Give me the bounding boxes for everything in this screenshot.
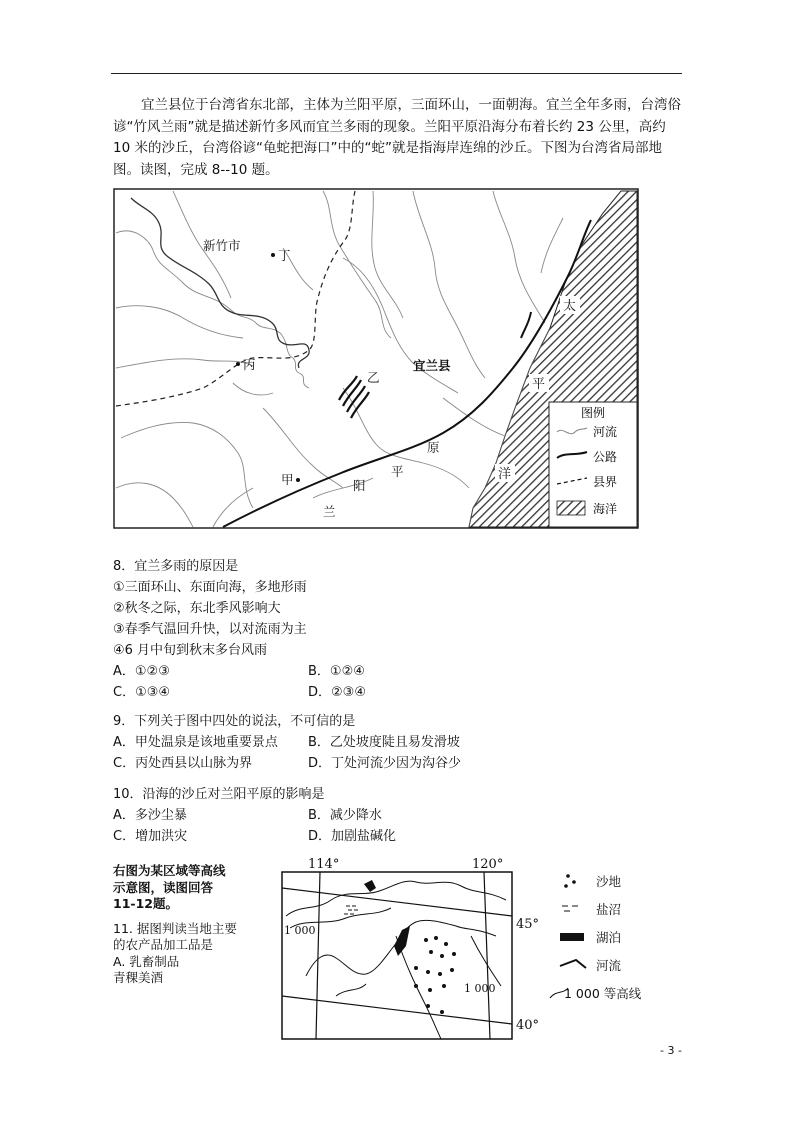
legend-salt-marsh: 盐沼 <box>596 902 622 917</box>
q8-choice-b[interactable]: B．①②④ <box>308 664 365 679</box>
legend-ocean-label: 海洋 <box>593 502 618 516</box>
q11-tail: 青稞美酒 <box>113 970 164 985</box>
q10-choice-b[interactable]: B．减少降水 <box>308 808 382 823</box>
q9-choice-b[interactable]: B．乙处坡度陡且易发滑坡 <box>308 735 460 750</box>
header-rule <box>111 73 682 74</box>
q8-choice-a[interactable]: A．①②③ <box>113 664 170 679</box>
q10-choice-c[interactable]: C．增加洪灾 <box>113 829 188 844</box>
page-number: - 3 - <box>660 1044 682 1057</box>
question-9 <box>113 711 583 774</box>
section-intro-line-3: 11-12题。 <box>113 896 178 911</box>
q8-option-4: ④6 月中旬到秋末多台风雨 <box>113 643 268 658</box>
contour-label-2: 1 000 <box>464 982 496 995</box>
legend-river: 河流 <box>596 958 622 973</box>
q8-option-1: ①三面环山、东面向海，多地形雨 <box>113 580 307 595</box>
q8-choice-d[interactable]: D．②③④ <box>308 685 366 700</box>
q10-choice-d[interactable]: D．加剧盐碱化 <box>308 829 397 844</box>
q10-stem: 10．沿海的沙丘对兰阳平原的影响是 <box>113 787 325 802</box>
label-yang: 阳 <box>353 478 366 493</box>
legend-lake: 湖泊 <box>596 930 622 945</box>
bing-point <box>236 362 240 366</box>
jia-point <box>296 478 300 482</box>
q8-choice-c[interactable]: C．①③④ <box>113 685 171 700</box>
label-bing: 丙 <box>243 357 256 372</box>
q9-choice-c[interactable]: C．丙处西县以山脉为界 <box>113 756 253 771</box>
legend-road-label: 公路 <box>593 450 618 464</box>
label-yilan: 宜兰县 <box>413 358 451 373</box>
lat-45: 45° <box>516 917 540 932</box>
label-yi: 乙 <box>367 370 380 385</box>
q8-option-2: ②秋冬之际，东北季风影响大 <box>113 601 281 616</box>
q11-choice-a[interactable]: A. 乳畜制品 <box>113 953 180 969</box>
label-xinzhu: 新竹市 <box>203 238 241 253</box>
label-jia: 甲 <box>281 472 294 487</box>
legend-sand: 沙地 <box>596 874 622 889</box>
section-intro-line-1: 右图为某区域等高线 <box>113 863 226 878</box>
lon-114: 114° <box>308 857 340 872</box>
map2-legend <box>550 874 642 1001</box>
q9-choice-d[interactable]: D．丁处河流少因为沟谷少 <box>308 756 462 771</box>
q11-stem-line-1: 11. 据图判读当地主要 <box>113 920 237 936</box>
legend-ocean-icon <box>557 501 585 515</box>
section-intro-line-2: 示意图，读图回答 <box>113 879 214 895</box>
lon-120: 120° <box>472 857 504 872</box>
legend-title: 图例 <box>581 406 606 420</box>
label-yang2: 洋 <box>498 467 512 482</box>
taiwan-map <box>113 188 639 530</box>
intro-paragraph: 宜兰县位于台湾省东北部，主体为兰阳平原，三面环山，一面朝海。宜兰全年多雨，台湾俗谚“竹风兰雨”就是描述新竹多风而宜兰多雨的现象。兰阳平原沿海分布着长约 23 公里，高约 10 米的沙丘，台湾俗谚“龟蛇把海口”中的“蛇”就是指海岸连绵的沙丘。下图为台湾省局部地图。读图，完成 8--10 题。 <box>113 97 681 178</box>
label-ping2: 平 <box>532 377 546 392</box>
question-8 <box>113 556 583 703</box>
label-tai: 太 <box>563 299 577 314</box>
q8-stem: 8．宜兰多雨的原因是 <box>113 559 239 574</box>
lat-40: 40° <box>516 1018 540 1033</box>
q9-choice-a[interactable]: A．甲处温泉是该地重要景点 <box>113 735 278 750</box>
ding-point <box>271 253 275 257</box>
section-11-12-text <box>113 863 263 987</box>
legend-contour: 1 000 等高线 <box>564 986 642 1001</box>
legend-river-label: 河流 <box>593 425 618 439</box>
intro-passage <box>113 95 683 181</box>
label-ping: 平 <box>391 464 404 479</box>
map1-legend <box>549 402 637 527</box>
legend-border-label: 县界 <box>593 475 618 489</box>
contour-map <box>276 856 676 1040</box>
q11-stem-line-2: 的农产品加工品是 <box>113 937 214 952</box>
q9-stem: 9．下列关于图中四处的说法，不可信的是 <box>113 714 356 729</box>
label-yuan: 原 <box>427 440 440 455</box>
label-lan: 兰 <box>323 504 336 519</box>
q10-choice-a[interactable]: A．多沙尘暴 <box>113 808 187 823</box>
question-10 <box>113 784 583 847</box>
contour-label-1: 1 000 <box>284 924 316 937</box>
q8-option-3: ③春季气温回升快，以对流雨为主 <box>113 622 307 637</box>
label-ding: 丁 <box>278 248 291 263</box>
